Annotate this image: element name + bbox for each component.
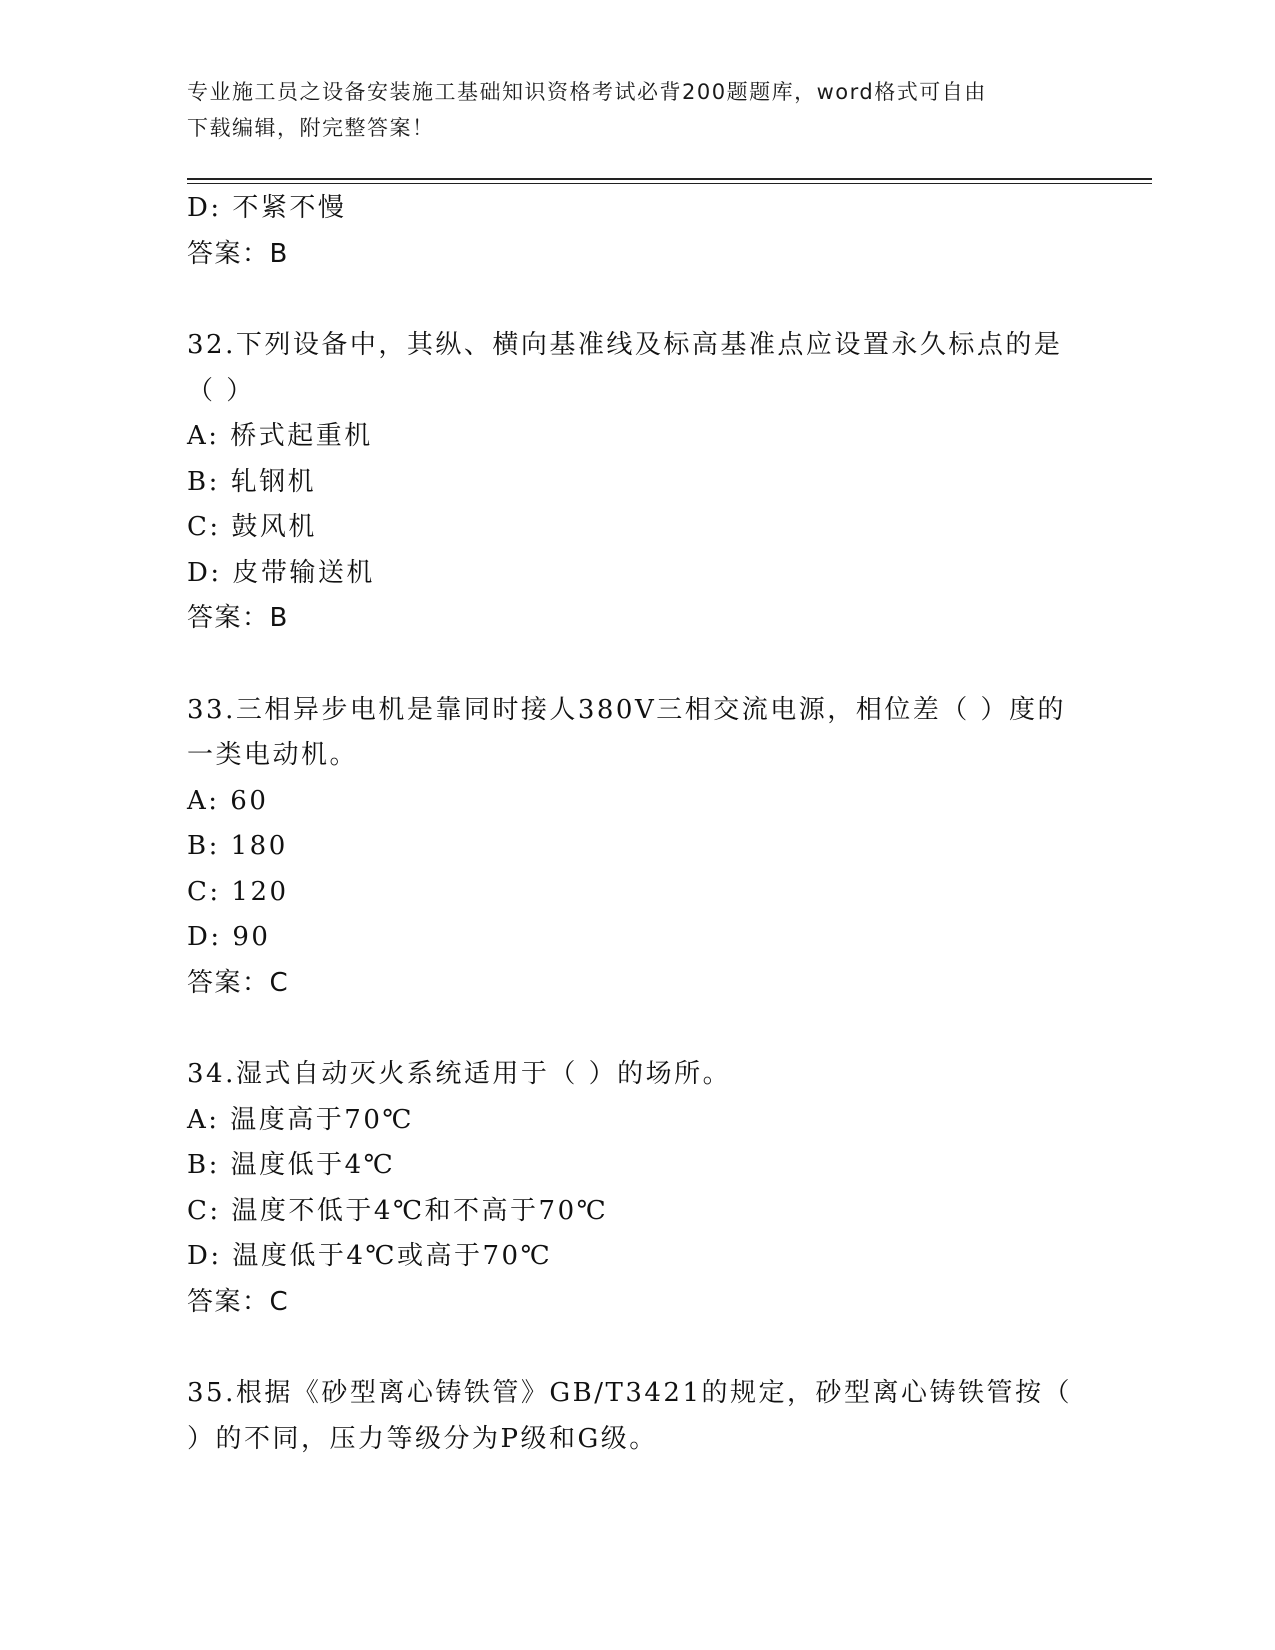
question-text: 34.湿式自动灭火系统适用于（ ）的场所。 <box>187 1059 732 1089</box>
option-d: D: 不紧不慢 <box>187 193 347 223</box>
header-line-1: 专业施工员之设备安装施工基础知识资格考试必背200题题库，word格式可自由 <box>187 80 987 104</box>
option-d: D: 90 <box>187 922 271 952</box>
header-line-2: 下载编辑，附完整答案！ <box>187 116 435 140</box>
question-35 <box>187 1371 1087 1462</box>
answer-line: 答案：C <box>187 1286 290 1317</box>
option-b: B: 轧钢机 <box>187 466 317 497</box>
option-d: D: 皮带输送机 <box>187 557 375 588</box>
option-d: D: 温度低于4℃或高于70℃ <box>187 1241 553 1271</box>
question-text-continued: 一类电动机。 <box>187 740 359 770</box>
option-a: A: 桥式起重机 <box>187 421 373 451</box>
option-c: C: 温度不低于4℃和不高于70℃ <box>187 1195 609 1226</box>
answer-line: 答案：C <box>187 967 290 998</box>
answer-line: 答案：B <box>187 603 289 633</box>
answer-line: 答案：B <box>187 238 289 269</box>
question-31-tail <box>187 186 1087 277</box>
option-b: B: 180 <box>187 831 288 861</box>
option-b: B: 温度低于4℃ <box>187 1150 396 1180</box>
question-34 <box>187 1052 1087 1325</box>
option-c: C: 鼓风机 <box>187 512 317 542</box>
question-text-continued: ）的不同，压力等级分为P级和G级。 <box>187 1423 658 1454</box>
question-text: 32.下列设备中，其纵、横向基准线及标高基准点应设置永久标点的是 <box>187 330 1063 360</box>
question-text: 33.三相异步电机是靠同时接人380V三相交流电源，相位差（ ）度的 <box>187 694 1067 725</box>
question-32 <box>187 323 1087 642</box>
question-text: 35.根据《砂型离心铸铁管》GB/T3421的规定，砂型离心铸铁管按（ <box>187 1378 1072 1408</box>
question-33 <box>187 688 1087 1007</box>
option-c: C: 120 <box>187 876 289 907</box>
header-divider-thick <box>187 178 1152 180</box>
question-list <box>187 186 1087 1462</box>
option-a: A: 60 <box>187 785 269 816</box>
question-text-continued: （ ） <box>187 375 255 406</box>
header-divider-thin <box>187 183 1152 184</box>
document-header <box>187 74 1077 146</box>
option-a: A: 温度高于70℃ <box>187 1104 414 1135</box>
